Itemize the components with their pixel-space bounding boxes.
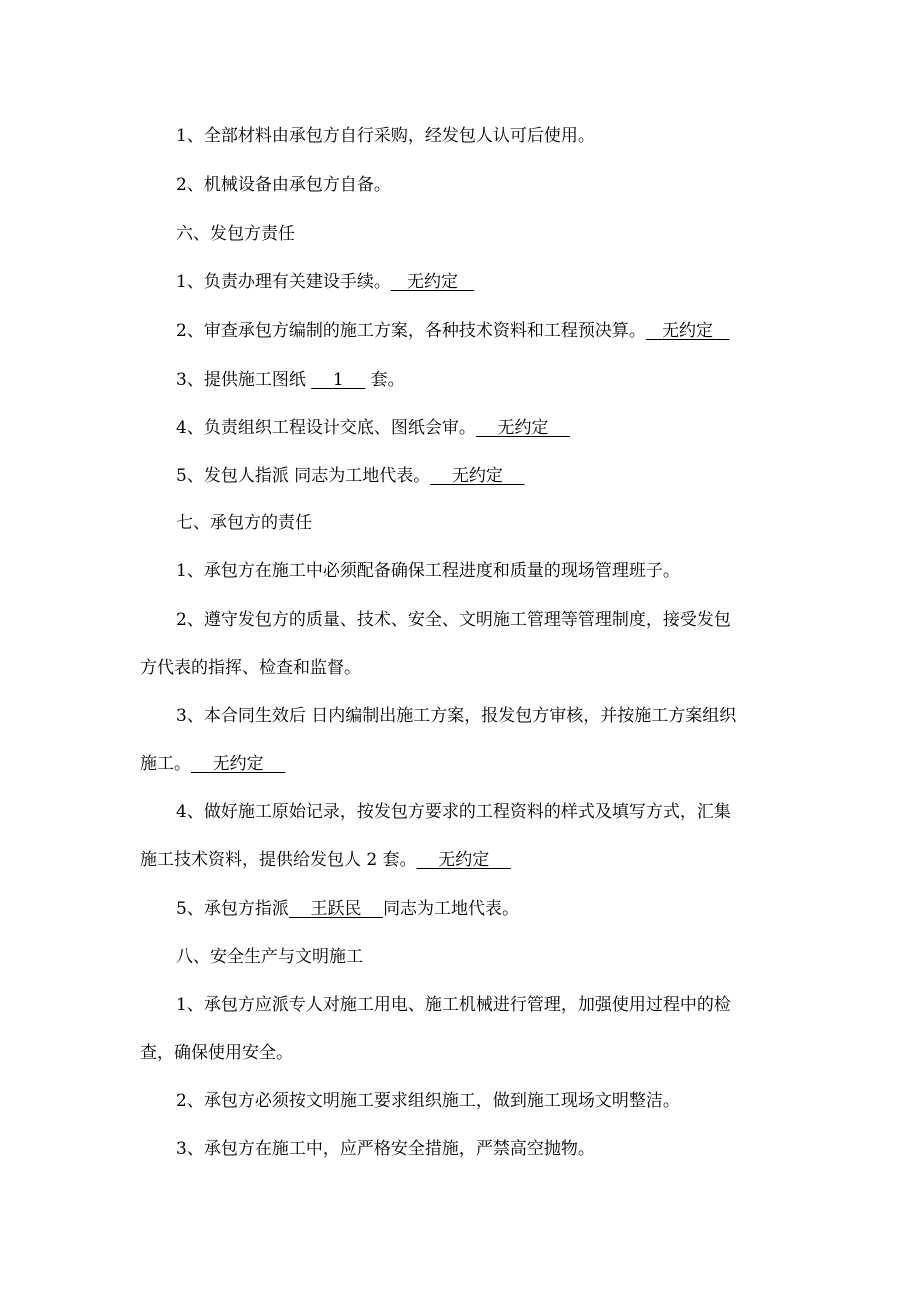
- line-text: 1、承包方应派专人对施工用电、施工机械进行管理，加强使用过程中的检: [176, 995, 731, 1015]
- line-text: 2、机械设备由承包方自备。: [176, 175, 391, 195]
- line-text: 施工技术资料，提供给发包人 2 套。: [140, 850, 417, 870]
- paragraph-line: [176, 608, 731, 632]
- paragraph-line: [176, 993, 731, 1017]
- paragraph-line: [176, 319, 729, 343]
- line-text: 方代表的指挥、检查和监督。: [140, 658, 361, 678]
- fill-in-blank: 无约定: [645, 321, 730, 341]
- line-text: 2、承包方必须按文明施工要求组织施工，做到施工现场文明整洁。: [176, 1091, 680, 1111]
- paragraph-line: [140, 1041, 293, 1065]
- paragraph-line: [140, 656, 361, 680]
- paragraph-line: [176, 800, 731, 824]
- paragraph-line: [176, 173, 391, 197]
- paragraph-line: [176, 897, 519, 921]
- heading-text: 七、承包方的责任: [176, 513, 312, 533]
- heading-text: 八、安全生产与文明施工: [176, 947, 363, 967]
- line-text: 3、本合同生效后 日内编制出施工方案，报发包方审核，并按施工方案组织: [176, 706, 737, 726]
- section-heading: [176, 945, 363, 969]
- paragraph-line: [176, 124, 595, 148]
- line-text: 1、全部材料由承包方自行采购，经发包人认可后使用。: [176, 126, 595, 146]
- line-text: 4、做好施工原始记录，按发包方要求的工程资料的样式及填写方式，汇集: [176, 802, 731, 822]
- line-text: 5、承包方指派: [176, 899, 289, 919]
- fill-in-blank: 无约定: [390, 272, 475, 292]
- paragraph-line: [176, 1137, 595, 1161]
- fill-in-blank: 无约定: [191, 754, 286, 774]
- fill-in-blank: 无约定: [416, 850, 511, 870]
- fill-in-blank: 无约定: [475, 418, 571, 438]
- section-heading: [176, 222, 295, 246]
- fill-in-blank: 王跃民: [288, 899, 384, 919]
- line-text: 4、负责组织工程设计交底、图纸会审。: [176, 418, 476, 438]
- line-text: 查，确保使用安全。: [140, 1043, 293, 1063]
- paragraph-line: [176, 464, 524, 488]
- line-text: 施工。: [140, 754, 191, 774]
- paragraph-line: [140, 848, 511, 872]
- paragraph-line: [176, 1089, 680, 1113]
- heading-text: 六、发包方责任: [176, 224, 295, 244]
- fill-in-blank: 1: [311, 370, 366, 390]
- paragraph-line: [176, 704, 736, 728]
- paragraph-line: [176, 416, 570, 440]
- line-text: 2、审查承包方编制的施工方案，各种技术资料和工程预决算。: [176, 321, 646, 341]
- line-text: 5、发包人指派 同志为工地代表。: [176, 466, 431, 486]
- line-text: 1、承包方在施工中必须配备确保工程进度和质量的现场管理班子。: [176, 561, 680, 581]
- line-text: 2、遵守发包方的质量、技术、安全、文明施工管理等管理制度，接受发包: [176, 610, 731, 630]
- line-text: 1、负责办理有关建设手续。: [176, 272, 391, 292]
- line-text: 3、承包方在施工中，应严格安全措施，严禁高空抛物。: [176, 1139, 595, 1159]
- paragraph-line: [176, 559, 680, 583]
- section-heading: [176, 511, 312, 535]
- line-text: 3、提供施工图纸: [176, 370, 312, 390]
- paragraph-line: [176, 368, 405, 392]
- paragraph-line: [140, 752, 285, 776]
- line-text: 同志为工地代表。: [383, 899, 520, 919]
- line-text: 套。: [365, 370, 405, 390]
- paragraph-line: [176, 270, 474, 294]
- fill-in-blank: 无约定: [430, 466, 525, 486]
